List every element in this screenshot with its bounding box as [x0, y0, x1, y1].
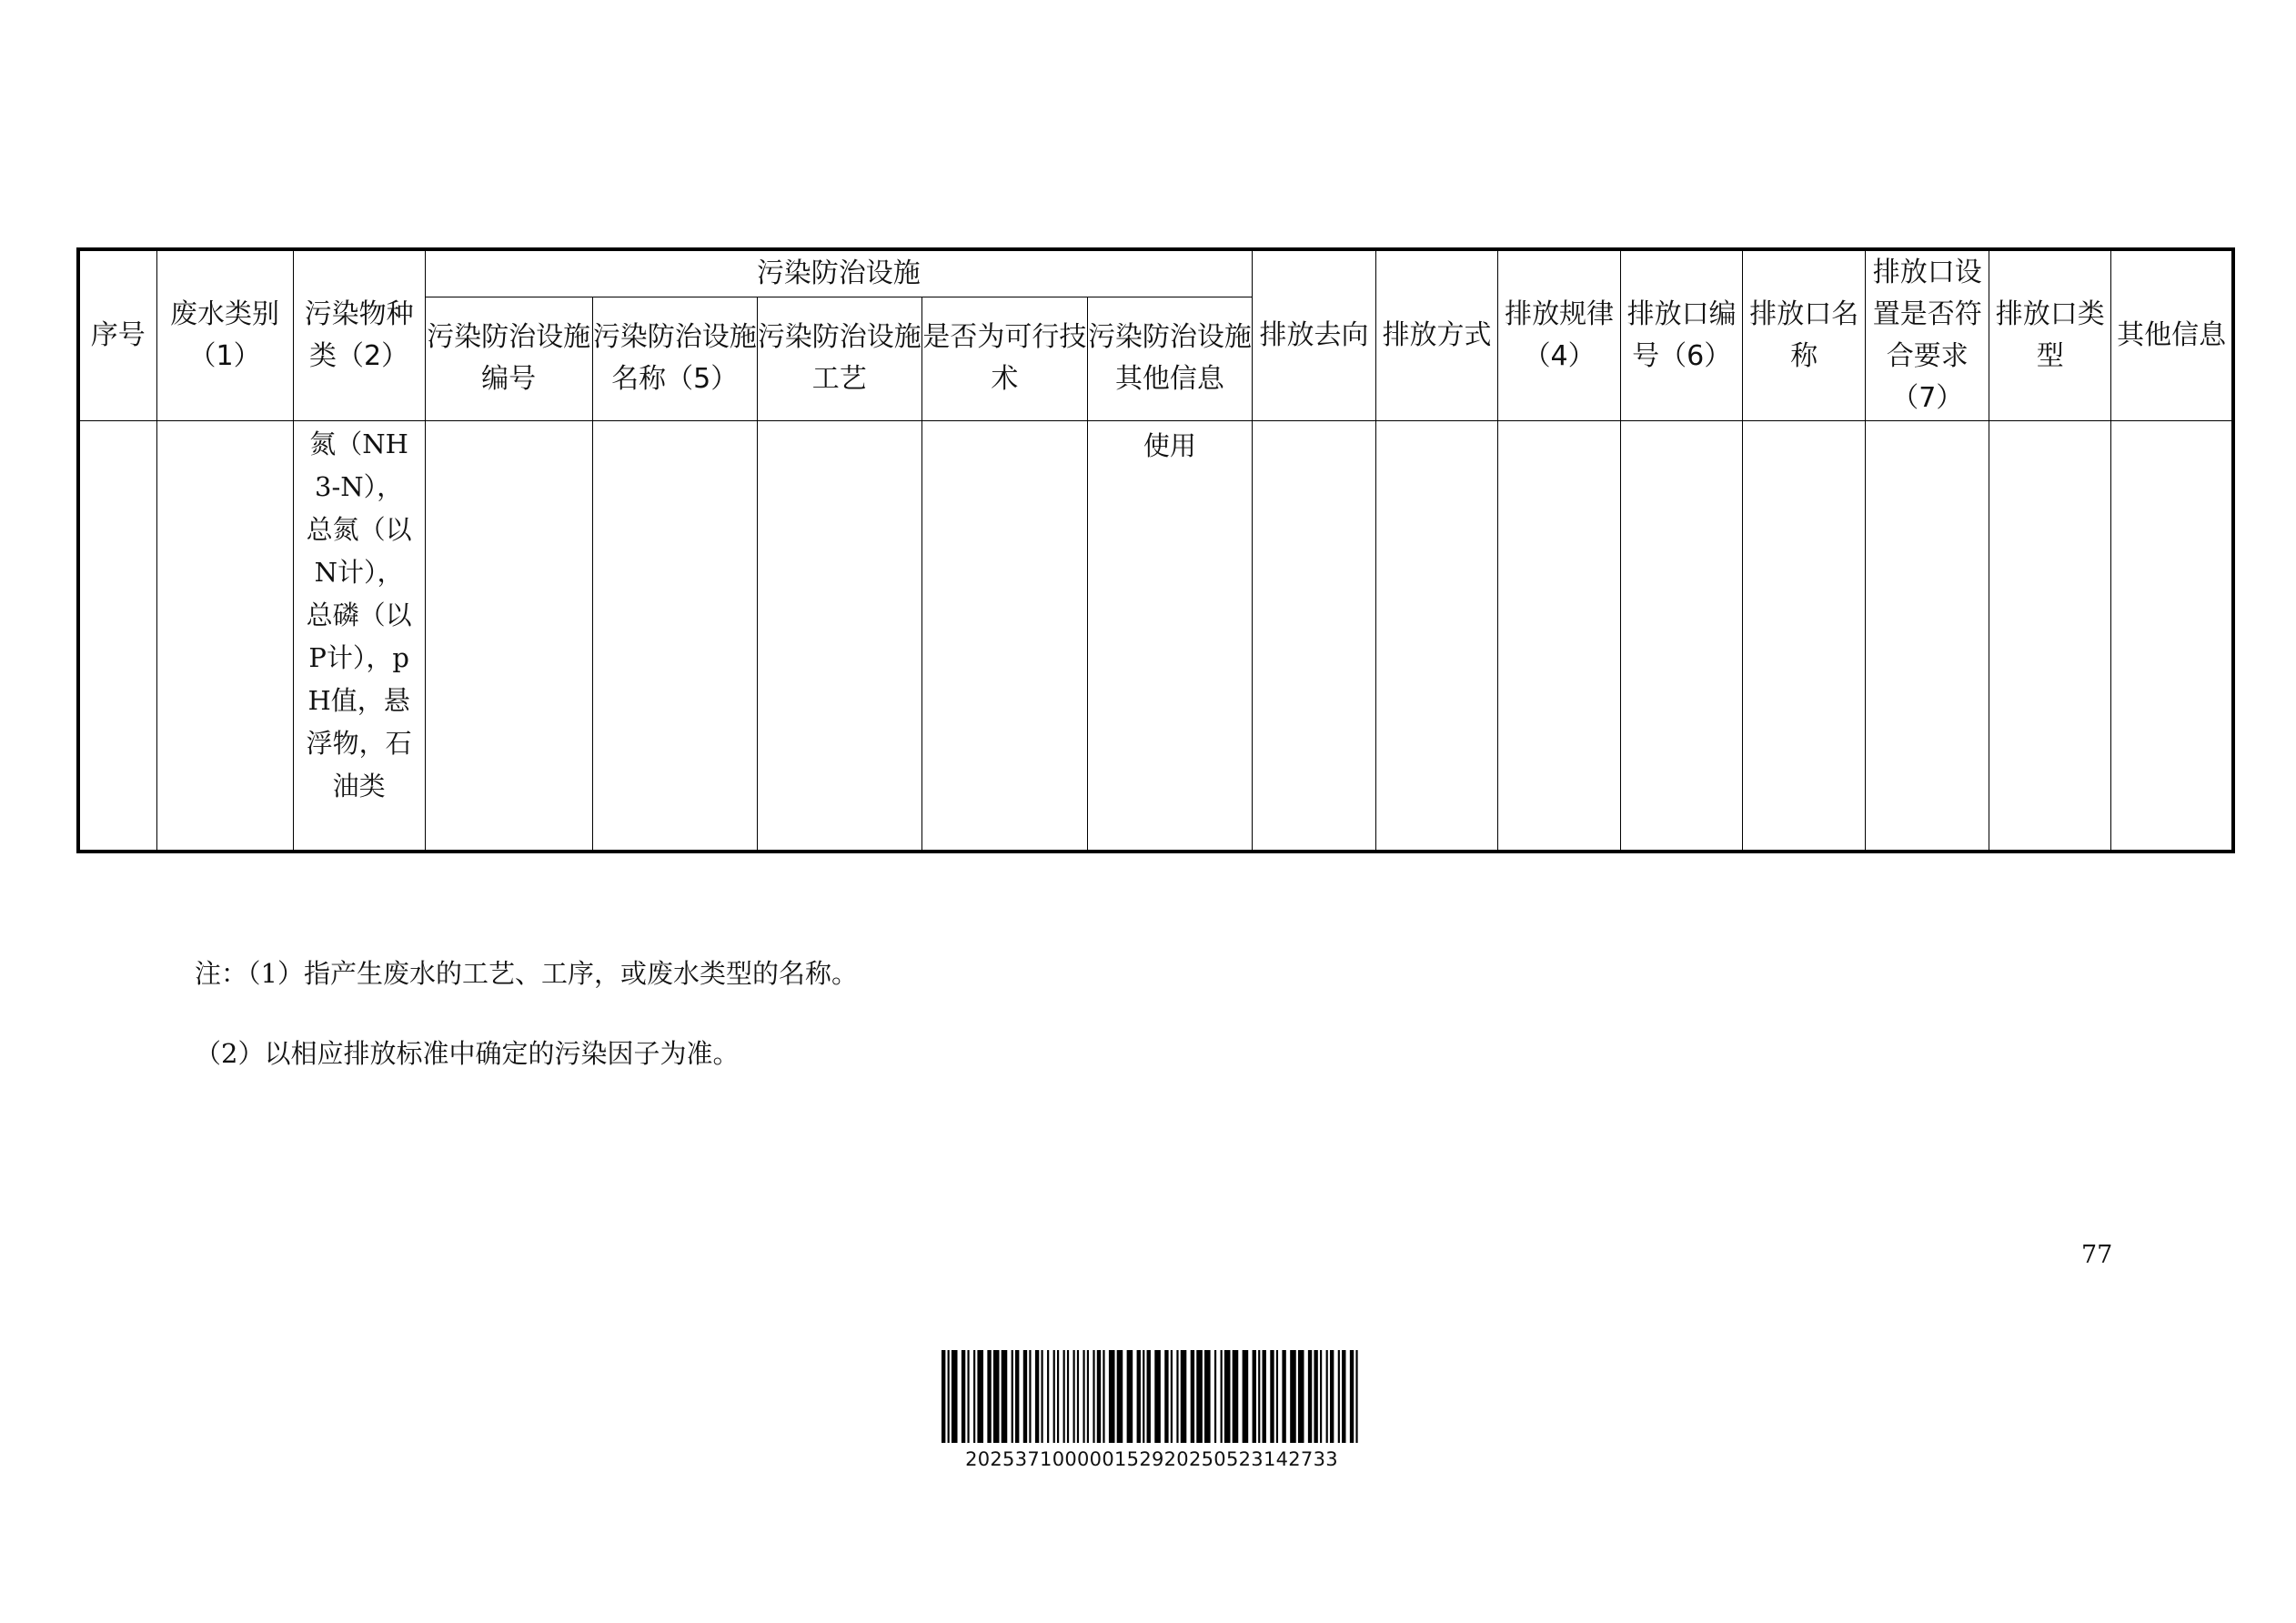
barcode-bar	[1035, 1350, 1039, 1443]
header-discharge-destination: 排放去向	[1253, 249, 1376, 420]
barcode-bar	[1063, 1350, 1065, 1443]
barcode-bar	[1154, 1350, 1161, 1443]
barcode-bar	[1314, 1350, 1317, 1443]
barcode-bar	[1308, 1350, 1312, 1443]
note-1: 注：（1）指产生废水的工艺、工序，或废水类型的名称。	[195, 958, 858, 989]
barcode-bar	[1326, 1350, 1328, 1443]
barcode-bar	[1176, 1350, 1178, 1443]
cell-facility-name	[592, 420, 757, 852]
barcode-bar	[1221, 1350, 1223, 1443]
barcode-bar	[1282, 1350, 1285, 1443]
cell-wastewater-type	[156, 420, 293, 852]
cell-discharge-pattern	[1498, 420, 1621, 852]
header-feasible-tech: 是否为可行技术	[921, 297, 1087, 420]
barcode-bar	[1270, 1350, 1274, 1443]
barcode-bar	[1298, 1350, 1304, 1443]
barcode-bar	[1067, 1350, 1069, 1443]
barcode-bar	[1276, 1350, 1278, 1443]
barcode-bar	[1073, 1350, 1075, 1443]
cell-outlet-compliant	[1866, 420, 1989, 852]
barcode-bar	[967, 1350, 969, 1443]
barcode-bar	[1258, 1350, 1260, 1443]
barcode-bar	[973, 1350, 975, 1443]
barcode-bar	[962, 1350, 965, 1443]
barcode-bar	[1243, 1350, 1249, 1443]
barcode-bar	[1214, 1350, 1216, 1443]
header-wastewater-type: 废水类别（1）	[156, 249, 293, 420]
barcode-bar	[1047, 1350, 1049, 1443]
barcode-bar	[1002, 1350, 1008, 1443]
header-pollutant-type: 污染物种类（2）	[293, 249, 425, 420]
barcode-bar	[948, 1350, 950, 1443]
barcode-bar	[1181, 1350, 1187, 1443]
barcode-bar	[1233, 1350, 1239, 1443]
barcode-bar	[1023, 1350, 1027, 1443]
barcode-bar	[1171, 1350, 1173, 1443]
header-facility-id: 污染防治设施编号	[425, 297, 592, 420]
header-outlet-name: 排放口名称	[1743, 249, 1866, 420]
barcode-bar	[1263, 1350, 1266, 1443]
barcode-bar	[1053, 1350, 1055, 1443]
cell-other-info	[2111, 420, 2233, 852]
barcode-bar	[993, 1350, 1000, 1443]
header-discharge-pattern: 排放规律（4）	[1498, 249, 1621, 420]
header-outlet-id: 排放口编号（6）	[1621, 249, 1743, 420]
barcode-bar	[1290, 1350, 1296, 1443]
cell-outlet-type	[1989, 420, 2111, 852]
barcode-bar	[1204, 1350, 1211, 1443]
header-facility-group: 污染防治设施	[425, 249, 1252, 297]
barcode-bar	[1041, 1350, 1042, 1443]
barcode-bar	[1057, 1350, 1059, 1443]
wastewater-table-wrapper	[76, 247, 2235, 853]
barcode-bar	[1087, 1350, 1089, 1443]
cell-pollutants: 氮（NH3-N），总氮（以N计），总磷（以P计），pH值，悬浮物，石油类	[293, 420, 425, 852]
header-facility-process: 污染防治设施工艺	[757, 297, 921, 420]
barcode-bar	[1029, 1350, 1031, 1443]
barcode-bar	[1015, 1350, 1019, 1443]
barcode-bar	[1147, 1350, 1151, 1443]
barcode-bar	[1077, 1350, 1079, 1443]
wastewater-discharge-table	[76, 247, 2235, 853]
barcode-bar	[1330, 1350, 1334, 1443]
cell-feasible-tech	[921, 420, 1087, 852]
barcode-bar	[1338, 1350, 1340, 1443]
barcode-bar	[1083, 1350, 1084, 1443]
barcode-bar	[1127, 1350, 1133, 1443]
barcode-bar	[1117, 1350, 1123, 1443]
header-facility-name: 污染防治设施名称（5）	[592, 297, 757, 420]
barcode-bar	[1103, 1350, 1104, 1443]
header-other-info: 其他信息	[2111, 249, 2233, 420]
barcode-bar	[1137, 1350, 1141, 1443]
barcode-bar	[977, 1350, 983, 1443]
table-row	[78, 420, 2233, 852]
header-outlet-compliant: 排放口设置是否符合要求（7）	[1866, 249, 1989, 420]
barcode-bar	[1355, 1350, 1357, 1443]
barcode-bar	[1012, 1350, 1013, 1443]
cell-facility-other: 使用	[1087, 420, 1252, 852]
barcode-image	[942, 1350, 1362, 1443]
barcode-bar	[1191, 1350, 1194, 1443]
barcode-bar	[1320, 1350, 1322, 1443]
header-seq: 序号	[78, 249, 156, 420]
barcode-bar	[1143, 1350, 1144, 1443]
cell-discharge-method	[1376, 420, 1498, 852]
barcode-bar	[987, 1350, 991, 1443]
barcode-bar	[1097, 1350, 1101, 1443]
cell-facility-process	[757, 420, 921, 852]
header-outlet-type: 排放口类型	[1989, 249, 2111, 420]
barcode-bar	[1109, 1350, 1115, 1443]
page-number: 77	[2081, 1241, 2113, 1269]
cell-discharge-destination	[1253, 420, 1376, 852]
barcode-bar	[1253, 1350, 1256, 1443]
cell-outlet-name	[1743, 420, 1866, 852]
barcode-bar	[942, 1350, 945, 1443]
barcode-bar	[1350, 1350, 1354, 1443]
barcode-number: 202537100000152920250523142733	[965, 1448, 1338, 1470]
barcode-bar	[1093, 1350, 1094, 1443]
barcode-bar	[952, 1350, 958, 1443]
barcode-bar	[1196, 1350, 1203, 1443]
barcode-bar	[1164, 1350, 1168, 1443]
header-discharge-method: 排放方式	[1376, 249, 1498, 420]
barcode-bar	[1224, 1350, 1231, 1443]
header-facility-other: 污染防治设施其他信息	[1087, 297, 1252, 420]
note-2: （2）以相应排放标准中确定的污染因子为准。	[195, 1038, 740, 1069]
barcode-bar	[1342, 1350, 1345, 1443]
cell-facility-id	[425, 420, 592, 852]
cell-seq	[78, 420, 156, 852]
cell-outlet-id	[1621, 420, 1743, 852]
